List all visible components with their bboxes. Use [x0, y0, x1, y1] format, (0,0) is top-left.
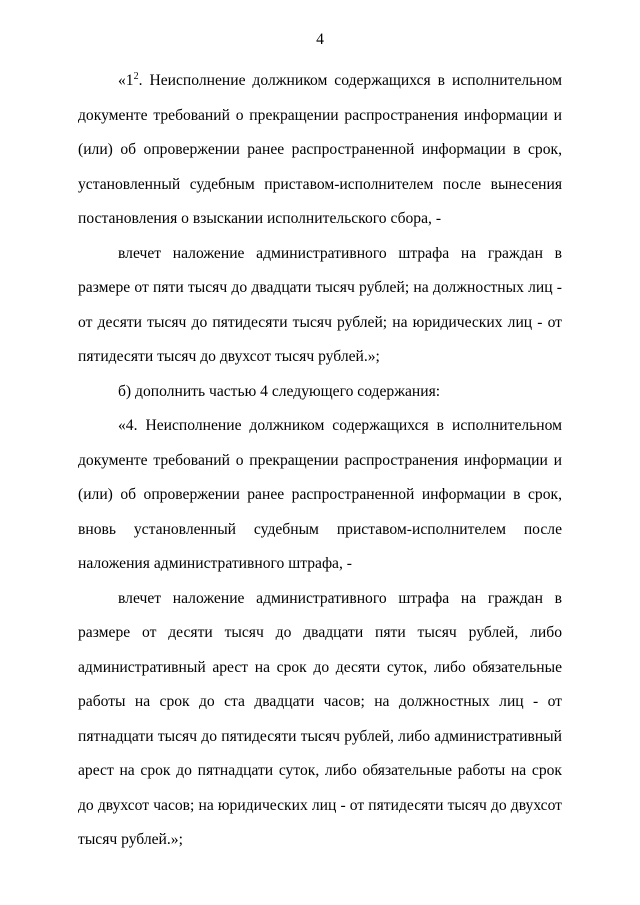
- document-body: [78, 64, 562, 858]
- paragraph-1: [78, 64, 562, 237]
- paragraph-4: «4. Неисполнение должником содержащихся в исполнительном документе требований о прекращении распространения информации и (или) об опровержении ранее распространенной информации в срок, вновь установленный судебным приставом-исполнителем после наложения административного штрафа, -: [78, 417, 562, 572]
- paragraph-1-superscript: 2: [133, 71, 139, 82]
- paragraph-1-prefix: «1: [118, 72, 134, 89]
- paragraph-3: б) дополнить частью 4 следующего содержания:: [118, 382, 441, 400]
- paragraph-1-text: . Неисполнение должником содержащихся в исполнительном документе требований о прекращении распространения информации и (или) об опровержении ранее распространенной информации в срок, установленный судебным приставом-исполнителем после вынесения постановления о взыскании исполнительского сбора, -: [78, 72, 562, 227]
- paragraph-2: влечет наложение административного штрафа на граждан в размере от пяти тысяч до двадцати тысяч рублей; на должностных лиц - от десяти тысяч до пятидесяти тысяч рублей; на юридических лиц - от пятидесяти тысяч до двухсот тысяч рублей.»;: [78, 244, 562, 365]
- paragraph-5: влечет наложение административного штрафа на граждан в размере от десяти тысяч до двадцати пяти тысяч рублей, либо административный арест на срок до десяти суток, либо обязательные работы на срок до ста двадцати часов; на должностных лиц - от пятнадцати тысяч до пятидесяти тысяч рублей, либо административный арест на срок до пятнадцати суток, либо обязательные работы на срок до двухсот часов; на юридических лиц - от пятидесяти тысяч до двухсот тысяч рублей.»;: [78, 589, 562, 848]
- page-number: 4: [316, 31, 324, 48]
